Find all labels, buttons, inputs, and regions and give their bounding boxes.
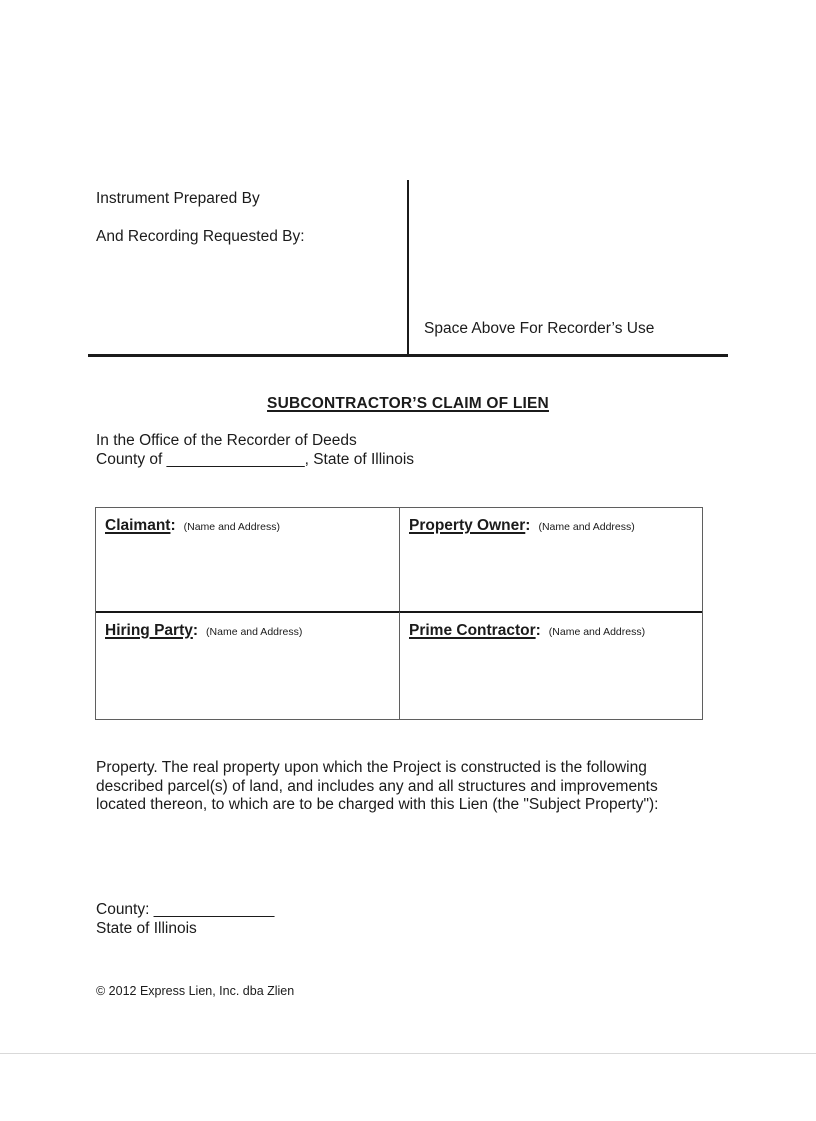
claimant-label: Claimant <box>105 517 171 534</box>
property-description-paragraph <box>96 759 706 815</box>
county-of-suffix: , State of Illinois <box>304 451 415 468</box>
property-owner-sublabel: (Name and Address) <box>538 521 635 533</box>
property-paragraph-line-1: Property. The real property upon which the Project is constructed is the following <box>96 759 647 776</box>
recorder-horizontal-divider <box>88 354 728 357</box>
prime-contractor-colon: : <box>535 622 541 639</box>
office-line: In the Office of the Recorder of Deeds <box>96 432 357 449</box>
county-of-line <box>96 450 414 469</box>
property-owner-cell <box>399 508 702 611</box>
county-label: County: <box>96 901 154 918</box>
county-of-prefix: County of <box>96 451 167 468</box>
state-line: State of Illinois <box>96 919 197 937</box>
copyright-line: © 2012 Express Lien, Inc. dba Zlien <box>96 984 295 998</box>
county-line <box>96 901 274 920</box>
property-owner-colon: : <box>525 517 531 534</box>
space-above-recorder-label: Space Above For Recorder’s Use <box>424 320 655 337</box>
document-title <box>0 394 816 413</box>
hiring-party-colon: : <box>192 622 199 639</box>
prime-contractor-sublabel: (Name and Address) <box>548 626 646 638</box>
claimant-colon: : <box>170 517 176 534</box>
office-of-recorder-block <box>96 431 414 469</box>
claimant-cell <box>96 508 399 611</box>
parties-table <box>95 507 703 720</box>
county-of-blank-line: ________________ <box>166 451 305 468</box>
hiring-party-label: Hiring Party <box>105 622 193 639</box>
hiring-party-sublabel: (Name and Address) <box>206 626 303 638</box>
property-paragraph-line-3: located thereon, to which are to be charged with this Lien (the "Subject Property"): <box>96 796 659 813</box>
prime-contractor-label: Prime Contractor <box>409 622 536 639</box>
prepared-by-line-1: Instrument Prepared By <box>96 190 260 207</box>
location-block <box>96 901 274 938</box>
county-blank-line: ______________ <box>153 901 275 918</box>
page-edge-line <box>0 1053 816 1054</box>
property-paragraph-line-2: described parcel(s) of land, and includes any and all structures and improvements <box>96 777 658 795</box>
prime-contractor-cell <box>399 611 702 719</box>
hiring-party-cell <box>96 611 399 719</box>
property-owner-label: Property Owner <box>409 517 526 534</box>
document-title-text: SUBCONTRACTOR’S CLAIM OF LIEN <box>267 395 549 412</box>
prepared-by-block <box>96 170 305 265</box>
prepared-by-line-2: And Recording Requested By: <box>96 228 305 245</box>
claimant-sublabel: (Name and Address) <box>183 521 280 533</box>
recorder-vertical-divider <box>407 180 409 356</box>
